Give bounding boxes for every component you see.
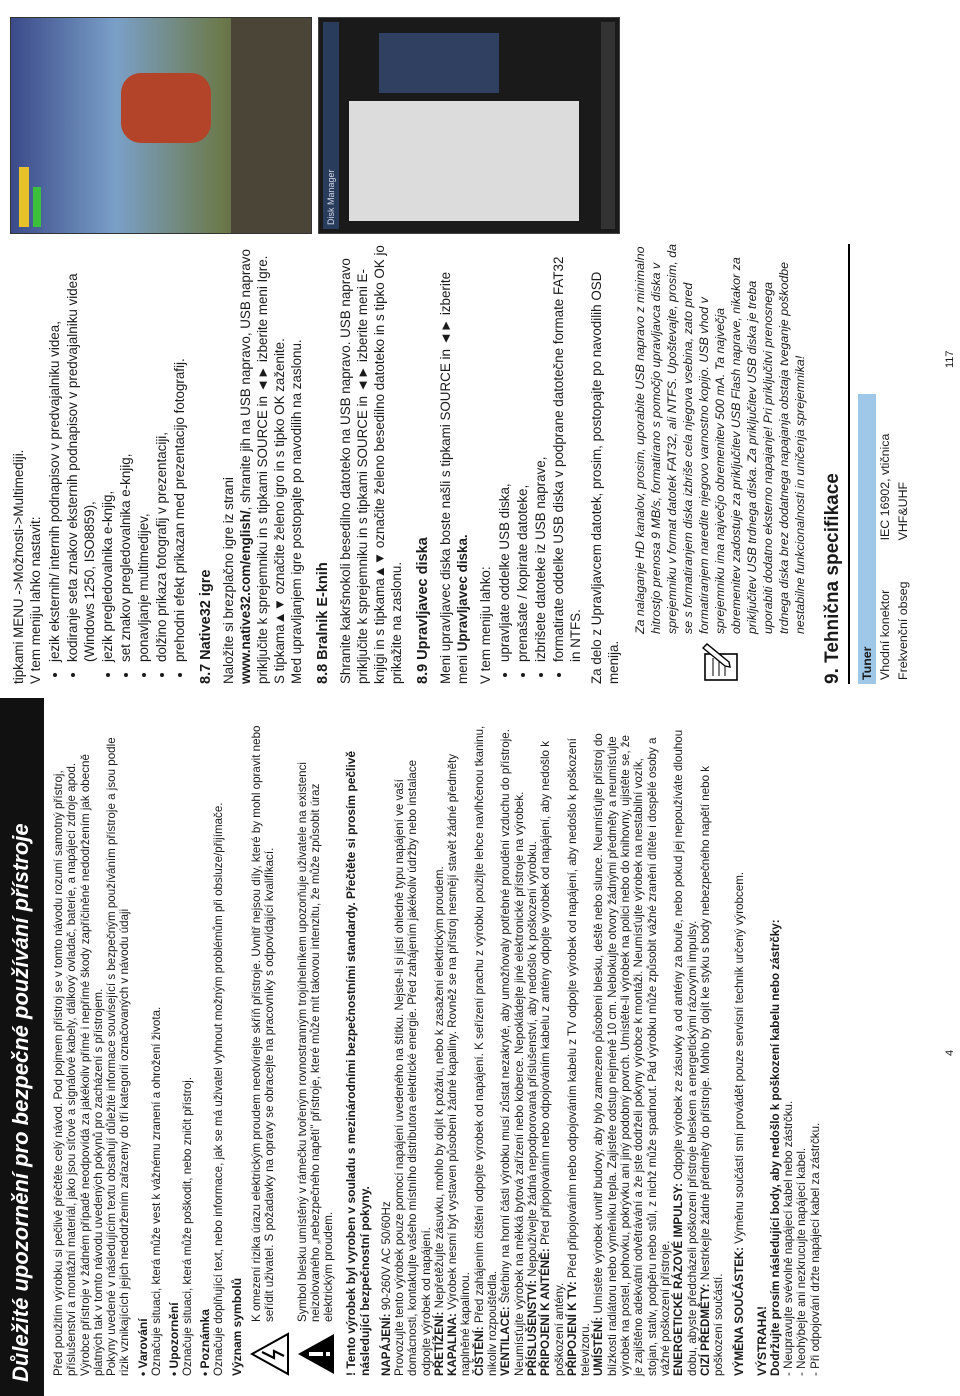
s89-text-b: Upravljavec diska. xyxy=(455,534,470,652)
disk-partition-panel xyxy=(349,101,579,221)
table-cell: Frekvenční obseg xyxy=(896,581,910,680)
s87-text-a: Naložite si brezplačno igre iz strani xyxy=(221,477,236,684)
s88-paragraph: Shranite kakršnokoli besedilno datoteko na USB napravo. USB napravo priključite k sprejemniku in s tipkami SOURCE in ◄► izberite meni E-knjigi in s tipkama▲▼ označite želeno besedilno datoteko in s tipko OK jo prikažite na zaslonu. xyxy=(338,245,404,684)
vystraha-subheading: Dodržujte prosím následující body, aby nedošlo k poškození kabelu nebo zástrčky: xyxy=(768,919,782,1376)
page-number: 4 xyxy=(944,1049,956,1056)
list-item: • prehodni efekt prikazan med prezentacijo fotografij. xyxy=(171,244,188,662)
symboly-heading: Význam symbolů xyxy=(229,1277,244,1376)
vystraha-item: - Neupravujte svévolně napájecí kabel nebo zástrčku. xyxy=(781,1100,795,1376)
upozorneni-heading: • Upozornění xyxy=(167,1302,182,1376)
s87-paragraph xyxy=(220,244,288,684)
s89-text-a: Meni upravljavec diska boste našli s tipkami SOURCE in ◄► izberite meni xyxy=(438,271,470,684)
list-item: • prenašate / kopirate datoteke, xyxy=(514,244,531,662)
game-screenshot xyxy=(10,17,312,234)
symbol-row xyxy=(250,724,290,1376)
disk-manager-title: Disk Manager xyxy=(323,22,339,229)
list-item: • ponavljanje multimedijev, xyxy=(135,244,152,662)
left-page xyxy=(0,698,960,1396)
standard-note: ! Tento výrobek byl vyroben v souladu s mezinárodními bezpečnostními standardy. Přečtěte si prosím pečlivě následující bezpečnostní pokyny. xyxy=(343,750,372,1376)
kapalina-block xyxy=(446,724,473,1376)
ventilace-text: Štěrbiny na horní části výrobku musí zůstat nezakryté, aby umožňovaly potřebné proudění vzduchu do přístroje. Neumísťujte výrobek na měkká bytová zařízení nebo koberce. Nepokládejte jiné elektronické přístroje na výrobek. xyxy=(499,729,526,1376)
list-item: • jezik pregledovalnika e-knjig, xyxy=(99,244,116,662)
note-text: Za nalaganje HD kanalov, prosim, uporabite USB napravo z minimalno hitrostjo prenosa 9 MB/s, formatirano s pomočjo upravljavca diska v sprejemniku v format datotek FAT32, ali NTFS. Upoštevajte, prosim, da se s formatiranjem diska izbriše cela njegova vsebina, zato pred formatiranjem naredite njegovo varnostno kopijo. USB vhod v sprejemniku ima največjo obremenitev 500 mA. Ta največja obremenitev zadostuje za priključitev USB Flash naprave, nikakor za priključitev USB trdnega diska. Za priključitev USB diska je treba uporabiti dodatno eksterno napajanje! Pri priključitvi prenosnega trdnega diska brez dodatnega napajanja obstaja tveganje poškodbe nestabilne funkcionalnosti in uničenja sprejemnika! xyxy=(633,244,807,634)
umisteni-label: UMÍSTĚNÍ: xyxy=(592,1316,606,1376)
s89-paragraph-2: V tem meniju lahko: xyxy=(478,566,493,684)
table-header: Tuner xyxy=(858,394,876,684)
native32-link[interactable]: www.native32.com/english/ xyxy=(238,510,253,684)
exclamation-warning-icon xyxy=(296,1332,336,1376)
soucastek-text: Výměnu součástí smí provádět pouze servisní technik určený výrobcem. xyxy=(733,871,747,1247)
cisteni-text: Před zahájením čištění odpojte výrobek od napájení. K seřízení prachu z výrobku použijte lehce navlhčenou tkaninu, nikoliv rozpouštědla. xyxy=(472,725,500,1376)
soucastek-label: VÝMĚNA SOUČÁSTEK: xyxy=(733,1246,747,1376)
napajeni-more: Provozujte tento výrobek pouze pomocí napájení uvedeného na štítku. Nejste-li si jistí ohledně typu napájení ve vaší domácnosti, kontaktujte vašeho místního distributora elektrické energie. Před zahájením jakékoliv údržby nebo instalace odpojte výrobek od napájení. xyxy=(392,759,433,1376)
napajeni-text: 90-260V AC 50/60Hz xyxy=(379,1201,393,1314)
table-header-row xyxy=(858,394,876,684)
game-ground xyxy=(231,18,311,233)
spec-table xyxy=(858,394,912,684)
note-pencil-icon xyxy=(632,642,808,684)
poznamka-heading: • Poznámka xyxy=(198,1309,213,1376)
symbol-text: Symbol blesku umístěný v rámečku tvořeným rovnostranným trojúhelníkem upozorňuje uživatele na existenci neizolovaného „nebezpečného napětí" přístroje, které může mít takovou intenzitu, že může způsobit úraz elektrickým proudem. xyxy=(295,762,336,1322)
game-hud-bar xyxy=(19,167,29,227)
section-heading-9: 9. Tehnična specifikace xyxy=(822,244,850,684)
page-number: 117 xyxy=(944,350,956,368)
tv-text: Před připojováním nebo odpojováním kabelu z TV odpojte výrobek od napájení, aby nedošlo k poškození televizoru. xyxy=(565,738,593,1376)
list-item: • izbrišete datoteke iz USB naprave, xyxy=(532,244,549,662)
umisteni-block xyxy=(592,724,672,1376)
tv-block xyxy=(566,724,593,1376)
pretizeni-block xyxy=(433,724,446,1376)
right-text-column xyxy=(0,244,912,684)
varovani-heading: • Varování xyxy=(135,1318,150,1376)
list-item: • dolžino prikaza fotografij v prezentaciji, xyxy=(153,244,170,662)
disk-features-list xyxy=(496,244,584,684)
vystraha-item: - Při odpojování držte napájecí kabel za zástrčku. xyxy=(808,1122,822,1376)
prislusenstvi-block xyxy=(526,724,539,1376)
s89-paragraph xyxy=(437,244,471,684)
section-heading-87: 8.7 Native32 igre xyxy=(198,569,214,684)
lightning-warning-icon xyxy=(250,1332,290,1376)
list-item: • kodiranje seta znakov eksternih podnapisov v predvajalniku videa (Windows 1250, ISO8859), xyxy=(64,244,98,662)
intro-paragraph: Před použitím výrobku si pečlivě přečtěte celý návod. Pod pojmem přístroj se v tomto návodu rozumí samotný přístroj, příslušenství a montážní materiál, jako jsou síťové a signálové kabely, dálkový ovladač, baterie, a napájecí zdroje apod. xyxy=(52,762,79,1376)
table-cell: Vhodní konektor xyxy=(878,589,892,680)
varovani-text: Označuje situaci, která může vest k vážnému zranení a ohrožení života. xyxy=(149,1006,163,1376)
predmety-text: Nestrkejte žádné předměty do přístroje. Mohlo by dojít ke styku s body nebezpečného napětí nebo k poškození součástí. xyxy=(698,765,726,1376)
napajeni-label: NAPÁJENÍ: xyxy=(379,1313,393,1376)
impulsy-text: Odpojte výrobek ze zásuvky a od antény za bouře, nebo pokud jej nepoužíváte dlouhou dobu, abyste předcházeli poškození přístroje bleskem a energetickými rázovými impulsy. xyxy=(672,729,699,1376)
upozorneni-text: Označuje situaci, která může poškodit, nebo zničit přístroj. xyxy=(181,1077,195,1376)
section-heading-88: 8.8 Bralnik E-knih xyxy=(315,562,331,684)
game-hud-bar xyxy=(33,187,41,227)
cisteni-block xyxy=(473,724,500,1376)
soucastek-block xyxy=(733,724,746,1376)
menu-path: tipkami MENU ->Možnosti->Multimediji. xyxy=(11,449,26,684)
s87-text-c: , shranite jih na USB napravo, USB napravo priključite k sprejemniku in s tipkami SOURCE in ◄► izberite meni Igre. S tipkama▲▼ označite želeno igro in s tipko OK zaženite. xyxy=(238,249,287,684)
umisteni-text: Umístěte výrobek uvnitř budovy, aby bylo zamezeno působení blesku, deště nebo slunce. Neumísťujte přístroj do blízkosti radiátoru nebo výměníku tepla. Zajistěte odstup nejméně 10 cm. Neblokujte otvory žádnými předměty a neumísťujte výrobek na postel, pohovku, pokrývku ani jiný podobný povrch. Umístěte-li výrobek na polici nebo do knihovny, ujistěte se, že je zajištěno adekvátní odvětrávání a že jste dodrželi pokyny výrobce k montáži. Neumísťujte výrobek na nestabilní vozík, stojan, stativ, podpěru nebo stůl, z nichž může spadnout. Pád výrobku může způsobit vážné zranění dítěte i dospělé osoby a vážné poškození přístroje. xyxy=(592,733,672,1376)
note-block xyxy=(632,244,808,684)
antena-text: Před připojováním nebo odpojováním kabelu z antény odpojte výrobek od napájení, aby nedošlo k poškození antény. xyxy=(539,740,566,1376)
settings-list xyxy=(46,244,188,684)
paragraph: Pokyny uvedené v následujícím textu obsahují důležité informace související s bezpečným používáním přístroje a jsou podle rizik vznikajících jejich nedodržením zařazeny do tří kategorií označovaných v návodu údaji xyxy=(105,737,132,1376)
vystraha-heading: VÝSTRAHA! xyxy=(754,1305,769,1376)
poznamka-text: Označuje doplňující text, nebo informace, jak se má uživatel vyhnout možným problémům při obsluze/přijímače. xyxy=(212,802,226,1376)
napajeni-block xyxy=(380,724,393,1376)
page-title: Důležité upozornění pro bezpečné používání přístroje xyxy=(0,698,44,1396)
screenshots xyxy=(10,19,620,234)
s87-paragraph-2: Med upravljanjem igre postopajte po navodilih na zaslonu. xyxy=(289,339,304,684)
kapalina-label: KAPALINA: xyxy=(446,1313,460,1376)
impulsy-block xyxy=(672,724,699,1376)
disk-capacity-panel xyxy=(379,33,499,93)
list-item: • upravljate oddelke USB diska, xyxy=(496,244,513,662)
list-item: • formatirate oddelke USB diska v podprane datotečne formate FAT32 in NTFS. xyxy=(550,244,584,662)
disk-footer-bar xyxy=(601,22,615,229)
menu-intro: V tem meniju lahko nastavit: xyxy=(28,516,43,684)
symbol-row xyxy=(296,724,336,1376)
vystraha-item: - Neohýbejte ani nezkrucujte napájecí kabel. xyxy=(795,1147,809,1376)
table-row xyxy=(876,394,894,684)
kapalina-text: Výrobek nesmí být vystaven působení žádné kapaliny. Rovněž se na přístroj nesmějí stavět žádné předměty naplněné kapalinou. xyxy=(446,753,473,1376)
table-row xyxy=(894,394,912,684)
section-heading-89: 8.9 Upravljavec diska xyxy=(415,537,431,684)
paragraph: Výrobce přístroje v žádném případě neodpovídá za jakékoliv přímé i nepřímé škody zapříčiněné nedodržením jak obecně platných tak v tomto návodu uvedených pokynů pro zacházení s přístrojem. xyxy=(78,754,105,1376)
list-item: • jezik eksternih/ internih podnapisov v predvajalniku videa, xyxy=(46,244,63,662)
predmety-label: CIZÍ PŘEDMĚTY: xyxy=(698,1283,712,1376)
ventilace-label: VENTILACE: xyxy=(499,1306,513,1376)
antena-label: PŘIPOJENÍ K ANTÉNĚ: xyxy=(539,1248,553,1376)
cisteni-label: ČIŠTĚNÍ: xyxy=(472,1326,486,1376)
disk-manager-screenshot xyxy=(318,17,620,234)
symbol-text: K omezení rizika úrazu elektrickým proudem neotvírejte skříň přístroje. Uvnitř nejsou díly, které by mohl opravit nebo seřídit uživatel. S požadavky na opravy se obracejte na pracovníky s odpovídající kvalifikací. xyxy=(249,725,276,1322)
pretizeni-text: Nepřetěžujte zásuvku, mohlo by dojít k požáru, nebo k zasažení elektrickým proudem. xyxy=(432,866,446,1312)
game-character xyxy=(121,73,211,143)
antena-block xyxy=(539,724,566,1376)
predmety-block xyxy=(699,724,726,1376)
table-cell: VHF&UHF xyxy=(896,481,910,541)
impulsy-label: ENERGETICKÉ RÁZOVÉ IMPULSY: xyxy=(672,1182,686,1376)
list-item: • set znakov pregledovalnika e-knjig, xyxy=(117,244,134,662)
prislusenstvi-text: Nepoužívejte žádná nepodporovaná příslušenství, aby nedošlo k poškození výrobku. xyxy=(525,841,539,1281)
table-cell: IEC 16902, vtičnica xyxy=(878,433,892,541)
ventilace-block xyxy=(499,724,526,1376)
pretizeni-label: PŘETÍŽENÍ: xyxy=(432,1311,446,1376)
s89-paragraph-3: Za delo z Upravljavcem datotek, prosim, postopajte po navodilih OSD menija. xyxy=(589,271,621,684)
prislusenstvi-label: PŘÍSLUŠENSTVÍ: xyxy=(525,1280,539,1376)
tv-label: PŘIPOJENÍ K TV: xyxy=(565,1281,579,1376)
